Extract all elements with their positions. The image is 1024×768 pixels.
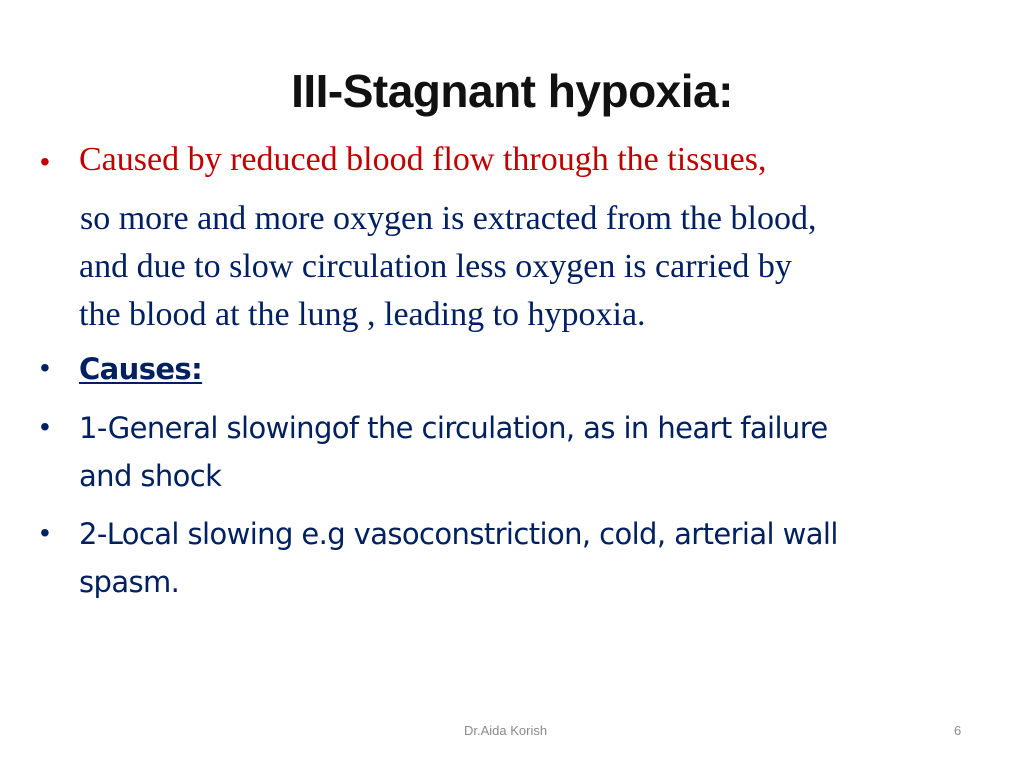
slide-title: III-Stagnant hypoxia:	[291, 65, 733, 117]
intro-line: the blood at the lung , leading to hypoxia.	[79, 296, 646, 333]
bullet-icon: •	[40, 352, 50, 383]
intro-line: and due to slow circulation less oxygen is carried by	[79, 248, 792, 285]
page-number: 6	[954, 723, 962, 738]
causes-heading: Causes:	[79, 352, 203, 386]
bullet-icon: •	[40, 517, 50, 548]
cause-line: and shock	[79, 459, 222, 493]
cause-line: 1-General slowingof the circulation, as in heart failure	[79, 411, 828, 445]
bullet-icon: •	[40, 411, 50, 442]
intro-line: so more and more oxygen is extracted from the blood,	[80, 200, 817, 237]
bullet-icon: •	[40, 146, 50, 177]
intro-lead: Caused by reduced blood flow through the tissues,	[79, 141, 767, 178]
footer-author: Dr.Aida Korish	[464, 723, 548, 738]
cause-line: 2-Local slowing e.g vasoconstriction, cold, arterial wall	[79, 517, 838, 551]
cause-line: spasm.	[79, 565, 180, 599]
